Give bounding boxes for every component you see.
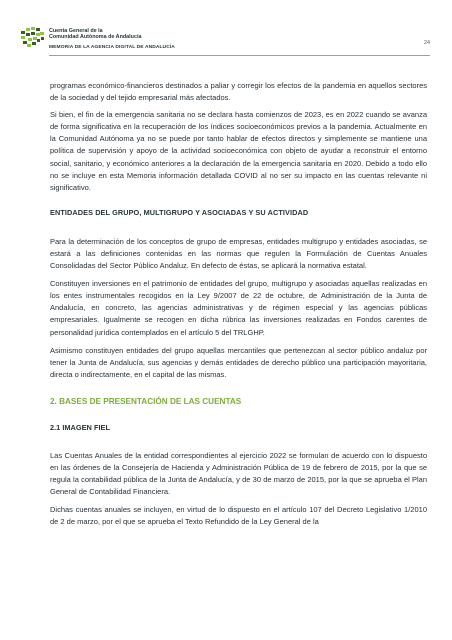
page-header bbox=[21, 26, 430, 58]
page-number: 24 bbox=[424, 40, 430, 46]
paragraph-covid-emergency: Si bien, el fin de la emergencia sanitaria no se declara hasta comienzos de 2023, es en 2022 cuando se avanza de forma significativa en la recuperación de los índices socioeconómicos previos a la pandemia. Actualmente en la Comunidad Autónoma ya no se puede por tanto hablar de efectos directos y simplemente se mantiene una política de supervisión y apoyo de la actividad socioeconómica con objeto de ayudar a reconstruir el entorno social, sanitario, y económico anteriores a la declaración de la emergencia sanitaria en 2020. Debido a todo ello no se incluye en esta Memoria información detallada COVID al no ser su impacto en las cuentas relevante ni significativo. bbox=[50, 110, 427, 192]
page-content bbox=[50, 80, 427, 534]
paragraph-definitions: Para la determinación de los conceptos de grupo de empresas, entidades multigrupo y entidades asociadas, se estará a las definiciones contenidas en las normas que regulen la Formulación de Cuentas Anuales Consolidadas del Sector Público Andaluz. En defecto de éstas, se aplicará la normativa estatal. bbox=[50, 236, 427, 271]
paragraph-covid-intro: programas económico-financieros destinados a paliar y corregir los efectos de la pandemia en aquellos sectores de la sociedad y del tejido empresarial más afectados. bbox=[50, 81, 427, 103]
paragraph-decreto-legislativo: Dichas cuentas anuales se incluyen, en virtud de lo dispuesto en el artículo 107 del Decreto Legislativo 1/2010 de 2 de marzo, por el que se aprueba el Texto Refundido de la Ley General de la bbox=[50, 505, 427, 527]
paragraph-mercantiles: Asimismo constituyen entidades del grupo aquellas mercantiles que pertenezcan al sector público andaluz por tener la Junta de Andalucía, sus agencias y demás entidades de derecho público una participación mayoritaria, directa o indirectamente, en el capital de las mismas. bbox=[50, 345, 427, 379]
organization-name-line1: Cuenta General de la bbox=[49, 28, 103, 34]
header-divider bbox=[49, 55, 430, 56]
organization-name bbox=[49, 28, 141, 40]
memoria-title: MEMORIA DE LA AGENCIA DIGITAL DE ANDALUCÍA bbox=[49, 45, 175, 50]
paragraph-cuentas-anuales: Las Cuentas Anuales de la entidad correspondientes al ejercicio 2022 se formulan de acuerdo con lo dispuesto en las órdenes de la Consejería de Hacienda y Administración Pública de 19 de febrero de 2015, por la que se regula la contabilidad pública de la Junta de Andalucía, y de 30 de marzo de 2015, por la que se aprueba el Plan General de Contabilidad Financiera. bbox=[50, 450, 427, 497]
subsection-heading-imagen-fiel: 2.1 IMAGEN FIEL bbox=[50, 422, 110, 432]
section-heading-entidades: ENTIDADES DEL GRUPO, MULTIGRUPO Y ASOCIADAS Y SU ACTIVIDAD bbox=[50, 207, 309, 217]
section-heading-bases: 2. BASES DE PRESENTACIÓN DE LAS CUENTAS bbox=[50, 396, 242, 406]
junta-andalucia-logo-icon bbox=[21, 27, 45, 49]
paragraph-inversiones: Constituyen inversiones en el patrimonio de entidades del grupo, multigrupo y asociadas aquellas realizadas en los entes instrumentales recogidos en la Ley 9/2007 de 22 de octubre, de Administración de la Junta de Andalucía, en concreto, las agencias administrativas y de régimen especial y las agencias públicas empresariales. Igualmente se recogen en dicha rúbrica las inversiones realizadas en Fondos carentes de personalidad jurídica contemplados en el artículo 5 del TRLGHP. bbox=[50, 279, 427, 337]
organization-name-line2: Comunidad Autónoma de Andalucía bbox=[49, 34, 142, 41]
